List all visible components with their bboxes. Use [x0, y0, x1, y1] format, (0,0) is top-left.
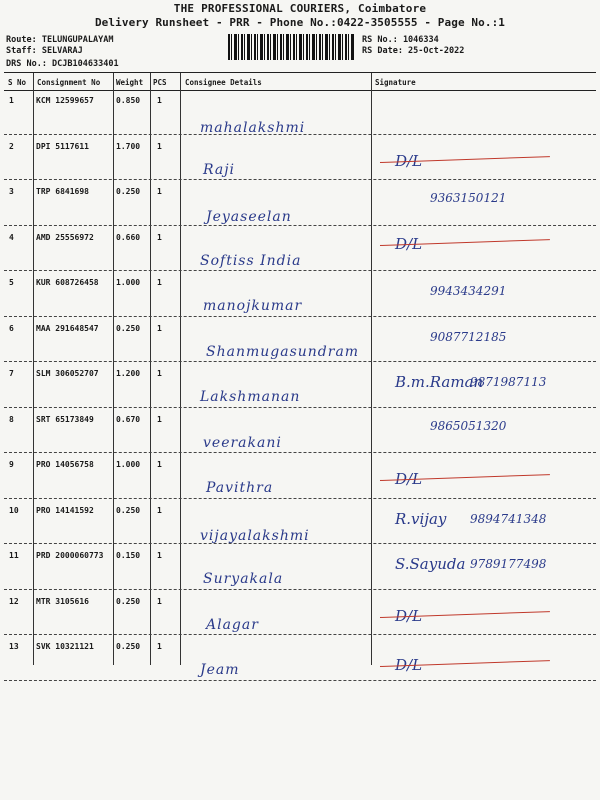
- signature-handwriting: S.Sayuda: [395, 555, 466, 573]
- row-pcs: 1: [157, 414, 162, 424]
- row-weight: 0.850: [116, 96, 141, 105]
- row-weight: 1.000: [116, 278, 141, 287]
- col-divider: [180, 73, 181, 665]
- row-consignment-no: DPI 5117611: [36, 141, 89, 151]
- signature-handwriting: R.vijay: [395, 509, 447, 528]
- phone-handwriting: 9789177498: [470, 557, 547, 571]
- row-sno: 7: [9, 369, 14, 378]
- row-weight: 0.150: [116, 551, 141, 560]
- runsheet-subtitle: Delivery Runsheet - PRR - Phone No.:0422-3505555 - Page No.:1: [94, 16, 506, 29]
- col-divider: [33, 73, 34, 665]
- rs-date: RS Date: 25-Oct-2022: [362, 46, 465, 56]
- consignee-handwriting: Pavithra: [206, 480, 274, 496]
- row-consignment-no: MTR 3105616: [36, 596, 89, 606]
- row-consignment-no: PRD 2000060773: [36, 551, 104, 560]
- row-separator: [4, 543, 596, 544]
- barcode-image: [228, 34, 354, 60]
- row-pcs: 1: [157, 187, 162, 196]
- phone-handwriting: 9363150121: [430, 191, 507, 205]
- row-sno: 9: [9, 460, 14, 469]
- consignee-handwriting: Jeyaseelan: [206, 209, 292, 225]
- row-weight: 0.250: [116, 187, 141, 196]
- row-sno: 10: [9, 505, 19, 515]
- row-consignment-no: SVK 10321121: [36, 642, 94, 651]
- row-sno: 1: [9, 96, 14, 105]
- row-weight: 0.250: [116, 596, 141, 606]
- row-separator: [4, 270, 596, 271]
- row-separator: [4, 589, 596, 590]
- company-title: THE PROFESSIONAL COURIERS, Coimbatore: [173, 2, 427, 15]
- row-weight: 0.250: [116, 323, 141, 333]
- consignee-handwriting: Raji: [203, 161, 236, 178]
- row-sno: 2: [9, 141, 14, 151]
- row-pcs: 1: [157, 551, 162, 560]
- row-pcs: 1: [157, 460, 162, 469]
- row-pcs: 1: [157, 96, 162, 105]
- table-top-rule: [4, 72, 596, 73]
- signature-handwriting: D/L: [395, 470, 423, 488]
- header-bottom-rule: [4, 90, 596, 91]
- row-separator: [4, 407, 596, 408]
- row-sno: 13: [9, 642, 19, 651]
- row-sno: 5: [9, 278, 14, 287]
- col-divider: [371, 73, 372, 665]
- phone-handwriting: 9943434291: [430, 284, 507, 298]
- row-pcs: 1: [157, 505, 162, 515]
- row-consignment-no: PRO 14056758: [36, 460, 94, 469]
- row-pcs: 1: [157, 141, 162, 151]
- row-weight: 1.200: [116, 369, 141, 378]
- route-label: Route: TELUNGUPALAYAM: [6, 35, 114, 45]
- row-sno: 12: [9, 596, 19, 606]
- consignee-handwriting: Alagar: [206, 616, 259, 633]
- consignee-handwriting: Softiss India: [200, 252, 302, 269]
- row-separator: [4, 361, 596, 362]
- phone-handwriting: 9087712185: [430, 329, 507, 344]
- row-separator: [4, 634, 596, 635]
- row-weight: 0.660: [116, 232, 141, 242]
- row-pcs: 1: [157, 232, 162, 242]
- row-pcs: 1: [157, 369, 162, 378]
- row-sno: 8: [9, 414, 14, 424]
- row-separator: [4, 680, 596, 681]
- col-header-consignee: Consignee Details: [185, 78, 262, 87]
- row-consignment-no: KUR 608726458: [36, 278, 99, 287]
- phone-handwriting: 9865051320: [430, 418, 507, 433]
- row-sno: 3: [9, 187, 14, 196]
- row-weight: 0.250: [116, 642, 141, 651]
- col-header-signature: Signature: [375, 78, 416, 87]
- col-divider: [113, 73, 114, 665]
- phone-handwriting: 9871987113: [470, 375, 547, 389]
- signature-handwriting: B.m.Raman: [395, 373, 484, 391]
- row-separator: [4, 225, 596, 226]
- row-weight: 1.700: [116, 141, 141, 151]
- col-divider: [150, 73, 151, 665]
- col-header-consignment: Consignment No: [37, 78, 101, 87]
- signature-handwriting: D/L: [395, 234, 423, 253]
- row-consignment-no: MAA 291648547: [36, 323, 99, 333]
- row-pcs: 1: [157, 278, 162, 287]
- consignee-handwriting: manojkumar: [203, 298, 303, 314]
- consignee-handwriting: veerakani: [203, 434, 282, 451]
- consignee-handwriting: Jeam: [200, 662, 240, 678]
- consignee-handwriting: mahalakshmi: [200, 120, 306, 136]
- row-consignment-no: SRT 65173849: [36, 414, 94, 424]
- consignee-handwriting: Lakshmanan: [200, 389, 301, 405]
- signature-handwriting: D/L: [395, 656, 423, 674]
- row-separator: [4, 316, 596, 317]
- row-pcs: 1: [157, 596, 162, 606]
- row-separator: [4, 452, 596, 453]
- row-sno: 6: [9, 323, 14, 333]
- consignee-handwriting: Shanmugasundram: [206, 343, 360, 360]
- consignee-handwriting: vijayalakshmi: [200, 527, 310, 544]
- phone-handwriting: 9894741348: [470, 511, 547, 526]
- row-pcs: 1: [157, 323, 162, 333]
- row-consignment-no: SLM 306052707: [36, 369, 99, 378]
- row-separator: [4, 179, 596, 180]
- col-header-weight: Weight: [116, 78, 144, 87]
- drs-number: DRS No.: DCJB104633401: [6, 59, 119, 69]
- row-consignment-no: TRP 6841698: [36, 187, 89, 196]
- row-separator: [4, 498, 596, 499]
- rs-number: RS No.: 1046334: [362, 35, 439, 45]
- row-weight: 0.670: [116, 414, 141, 424]
- row-sno: 4: [9, 232, 14, 242]
- row-consignment-no: AMD 25556972: [36, 232, 94, 242]
- signature-handwriting: D/L: [395, 606, 423, 625]
- col-header-sno: S No: [8, 78, 27, 87]
- row-pcs: 1: [157, 642, 162, 651]
- row-consignment-no: PRO 14141592: [36, 505, 94, 515]
- row-weight: 1.000: [116, 460, 141, 469]
- row-sno: 11: [9, 551, 19, 560]
- row-separator: [4, 134, 596, 135]
- staff-label: Staff: SELVARAJ: [6, 46, 83, 56]
- row-weight: 0.250: [116, 505, 141, 515]
- signature-handwriting: D/L: [395, 151, 423, 170]
- row-consignment-no: KCM 12599657: [36, 96, 94, 105]
- col-header-pcs: PCS: [153, 78, 167, 87]
- consignee-handwriting: Suryakala: [203, 571, 284, 587]
